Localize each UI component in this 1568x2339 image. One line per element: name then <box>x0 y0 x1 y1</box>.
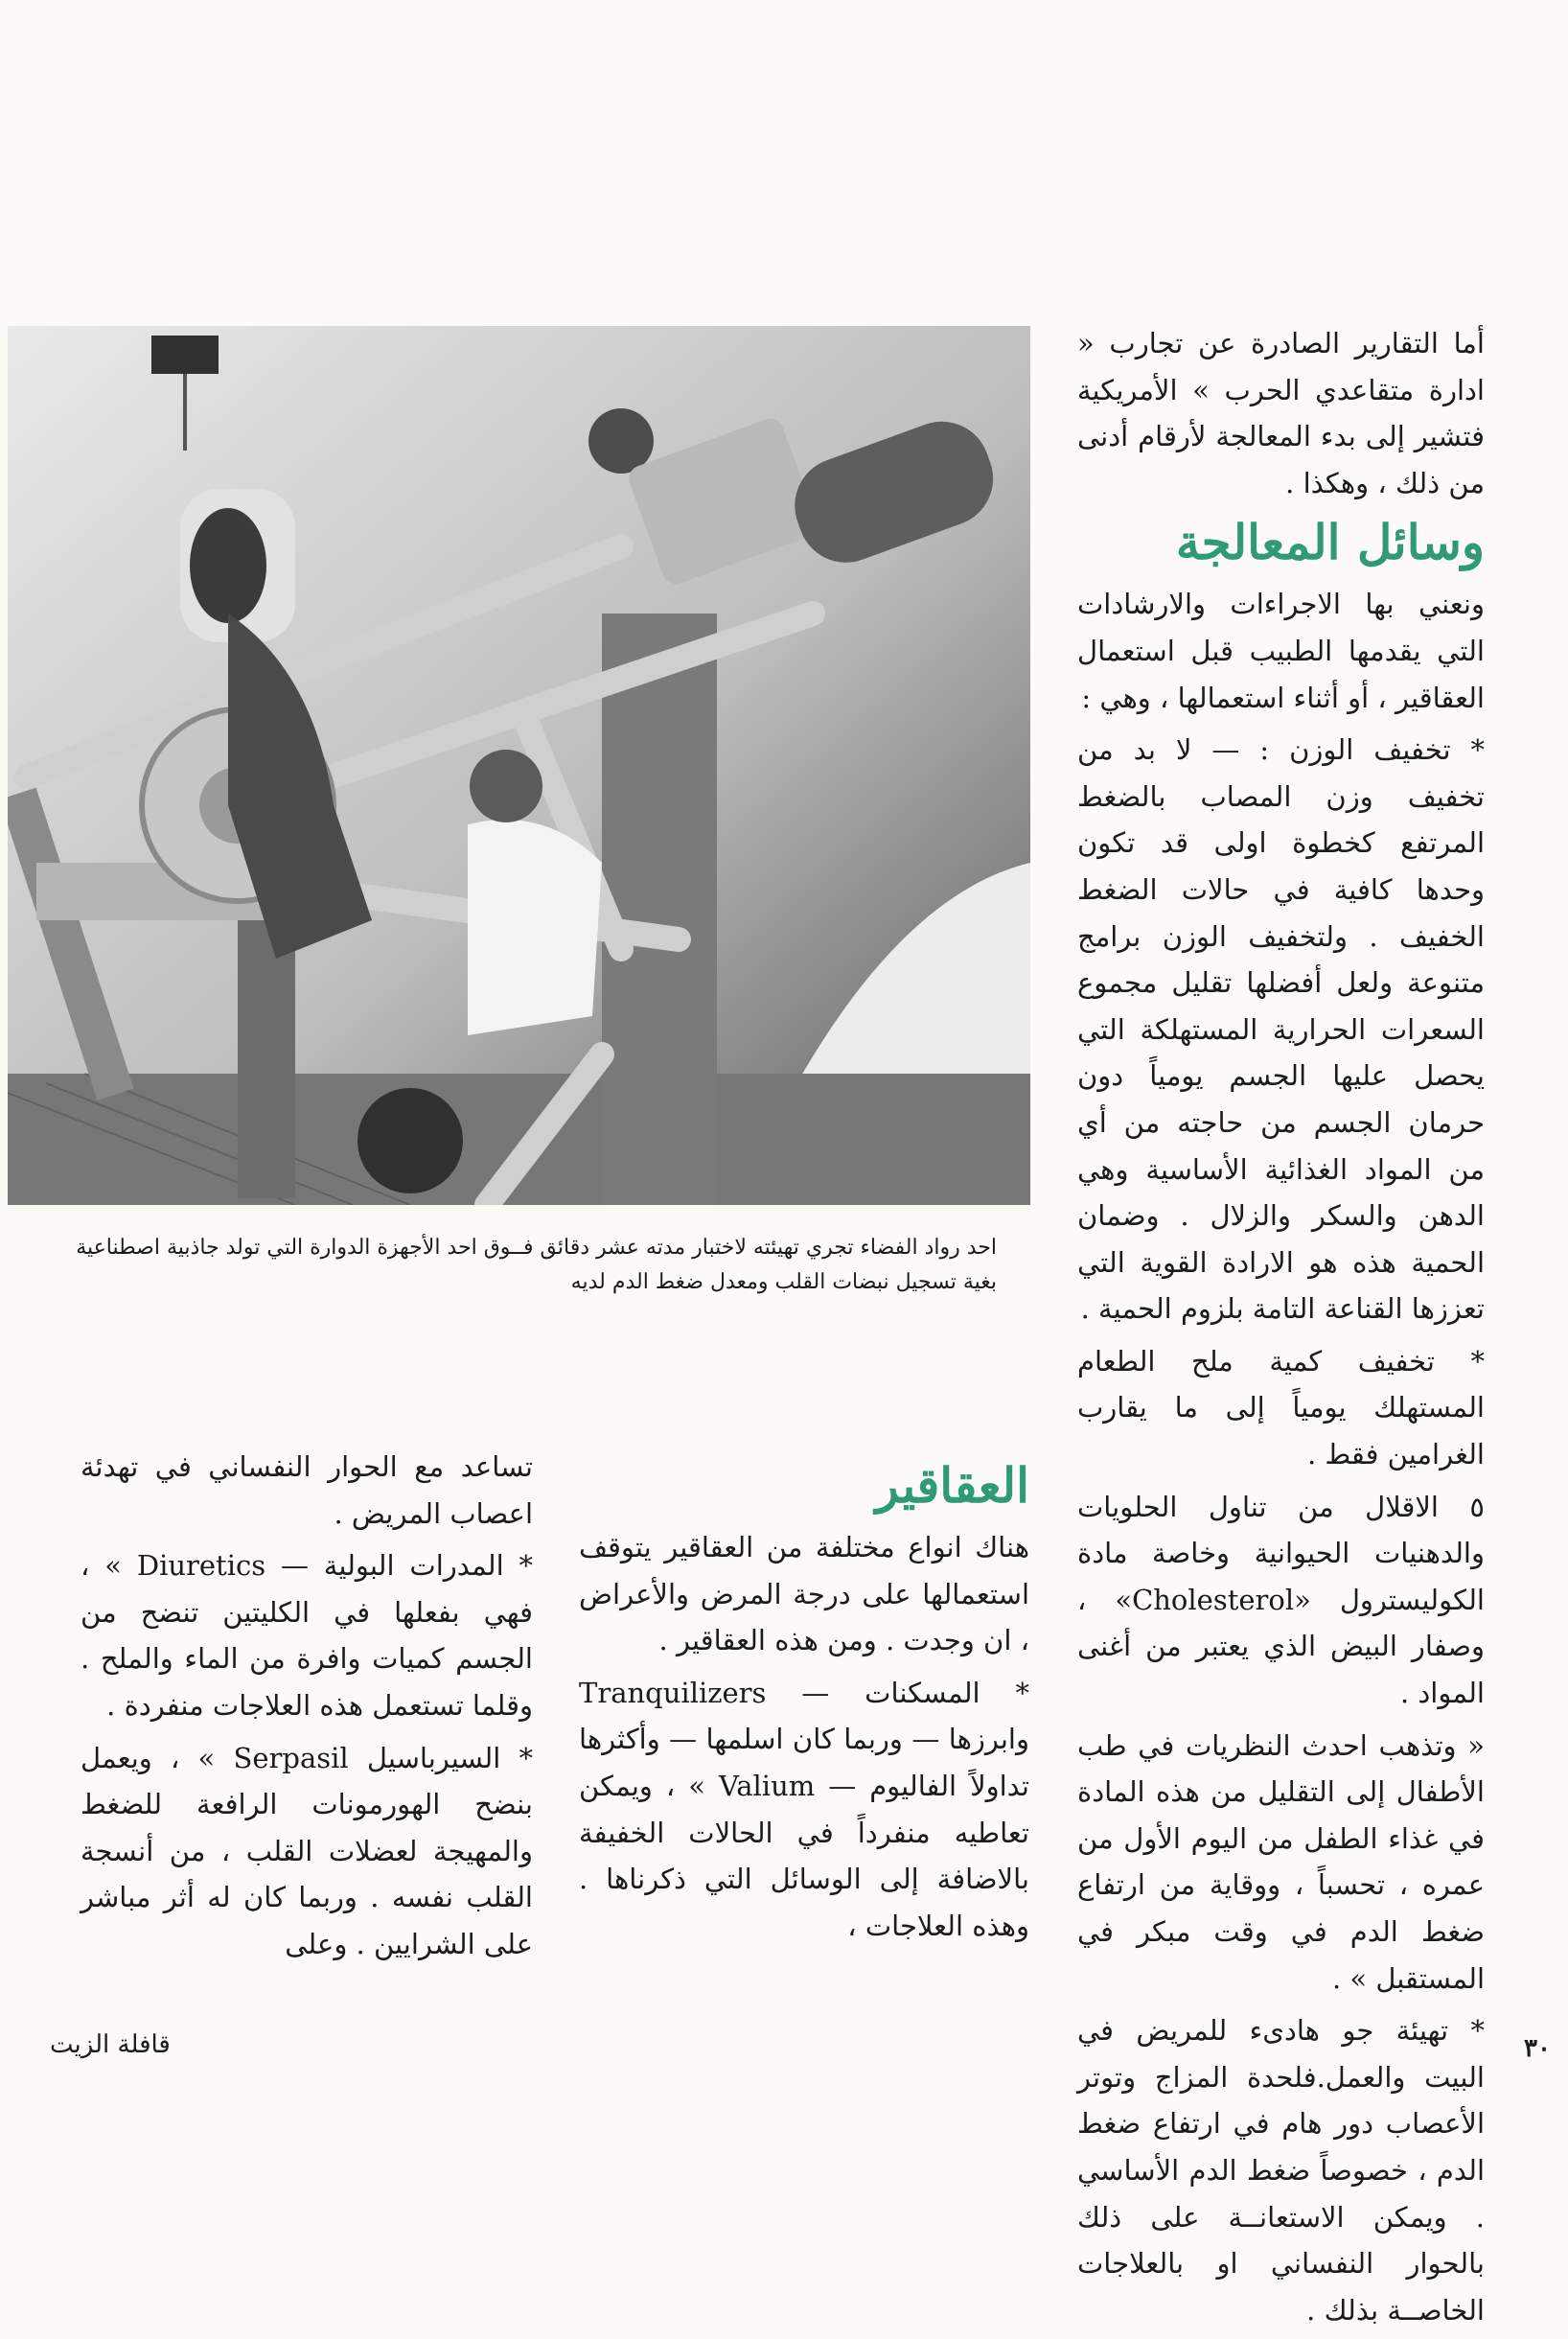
paragraph: * المسكنات — Tranquilizers وابرزها — وربما كان اسلمها — وأكثرها تداولاً الفاليوم — Valium » ، ويمكن تعاطيه منفرداً في الحالات الخفيفة بالاضافة إلى الوسائل التي ذكرناها . وهذه العلاجات ، <box>579 1676 1029 1942</box>
paragraph: « وتذهب احدث النظريات في طب الأطفال إلى التقليل من هذه المادة في غذاء الطفل من اليوم الأول من عمره ، تحسباً ، ووقاية من ارتفاع ضغط الدم في وقت مبكر في المستقبل » . <box>1077 1728 1485 1995</box>
paragraph: ونعني بها الاجراءات والارشادات التي يقدمها الطبيب قبل استعمال العقاقير ، أو أثناء استعمالها ، وهي : <box>1077 588 1485 714</box>
section-heading-treatment-means: وسائل المعالجة <box>1175 514 1485 571</box>
paragraph: ٥ الاقلال من تناول الحلويات والدهنيات الحيوانية وخاصة مادة الكوليسترول «Cholesterol» ، وصفار البيض الذي يعتبر من أغنى المواد . <box>1077 1490 1485 1710</box>
middle-column <box>579 1455 1029 1955</box>
left-column <box>81 1444 533 1974</box>
paragraph: * تخفيف الوزن : — لا بد من تخفيف وزن المصاب بالضغط المرتفع كخطوة اولى قد تكون وحدها كافية في حالات الضغط الخفيف . ولتخفيف الوزن برامج متنوعة ولعل أفضلها تقليل مجموع السعرات الحرارية المستهلكة التي يحصل عليها الجسم يومياً دون حرمان الجسم من حاجته من أي من المواد الغذائية الأساسية وهي الدهن والسكر والزلال . وضمان الحمية هذه هو الارادة القوية التي تعززها القناعة التامة بلزوم الحمية . <box>1077 733 1485 1326</box>
photo-caption <box>38 1231 997 1300</box>
photo-illustration <box>8 326 1030 1205</box>
paragraph: * السيرباسيل Serpasil » ، ويعمل بنضح الهورمونات الرافعة للضغط والمهيجة لعضلات القلب ، من أنسجة القلب نفسه . وربما كان له أثر مباشر على الشرايين . وعلى <box>81 1741 533 1960</box>
paragraph: * المدرات البولية — Diuretics » ، فهي بفعلها في الكليتين تنضح من الجسم كميات وافرة من الماء والملح . وقلما تستعمل هذه العلاجات منفردة . <box>81 1549 533 1722</box>
paragraph: هناك انواع مختلفة من العقاقير يتوقف استعمالها على درجة المرض والأعراض ، ان وجدت . ومن هذه العقاقير . <box>579 1531 1029 1657</box>
magazine-name: قافلة الزيت <box>50 2030 171 2059</box>
astronaut-centrifuge-photo <box>8 326 1030 1205</box>
caption-line: بغية تسجيل نبضات القلب ومعدل ضغط الدم لديه <box>570 1270 997 1294</box>
paragraph: * تهيئة جو هادىء للمريض في البيت والعمل.فلحدة المزاج وتوتر الأعصاب دور هام في ارتفاع ضغط الدم ، خصوصاً ضغط الدم الأساسي . ويمكن الاستعانــة على ذلك بالحوار النفساني او بالعلاجات الخاصــة بذلك . <box>1077 2014 1485 2327</box>
section-heading-drugs: العقاقير <box>875 1457 1029 1514</box>
caption-line: احد رواد الفضاء تجري تهيئته لاختبار مدته عشر دقائق فــوق احد الأجهزة الدوارة التي تولد جاذبية اصطناعية <box>76 1236 997 1260</box>
intro-paragraph: أما التقارير الصادرة عن تجارب « ادارة متقاعدي الحرب » الأمريكية فتشير إلى بدء المعالجة لأرقام أدنى من ذلك ، وهكذا . <box>1077 327 1485 499</box>
paragraph: تساعد مع الحوار النفساني في تهدئة اعصاب المريض . <box>81 1450 533 1530</box>
paragraph: * تخفيف كمية ملح الطعام المستهلك يومياً إلى ما يقارب الغرامين فقط . <box>1077 1344 1485 1471</box>
right-column <box>1077 320 1485 2339</box>
page-number: ٣٠ <box>1524 2034 1551 2063</box>
